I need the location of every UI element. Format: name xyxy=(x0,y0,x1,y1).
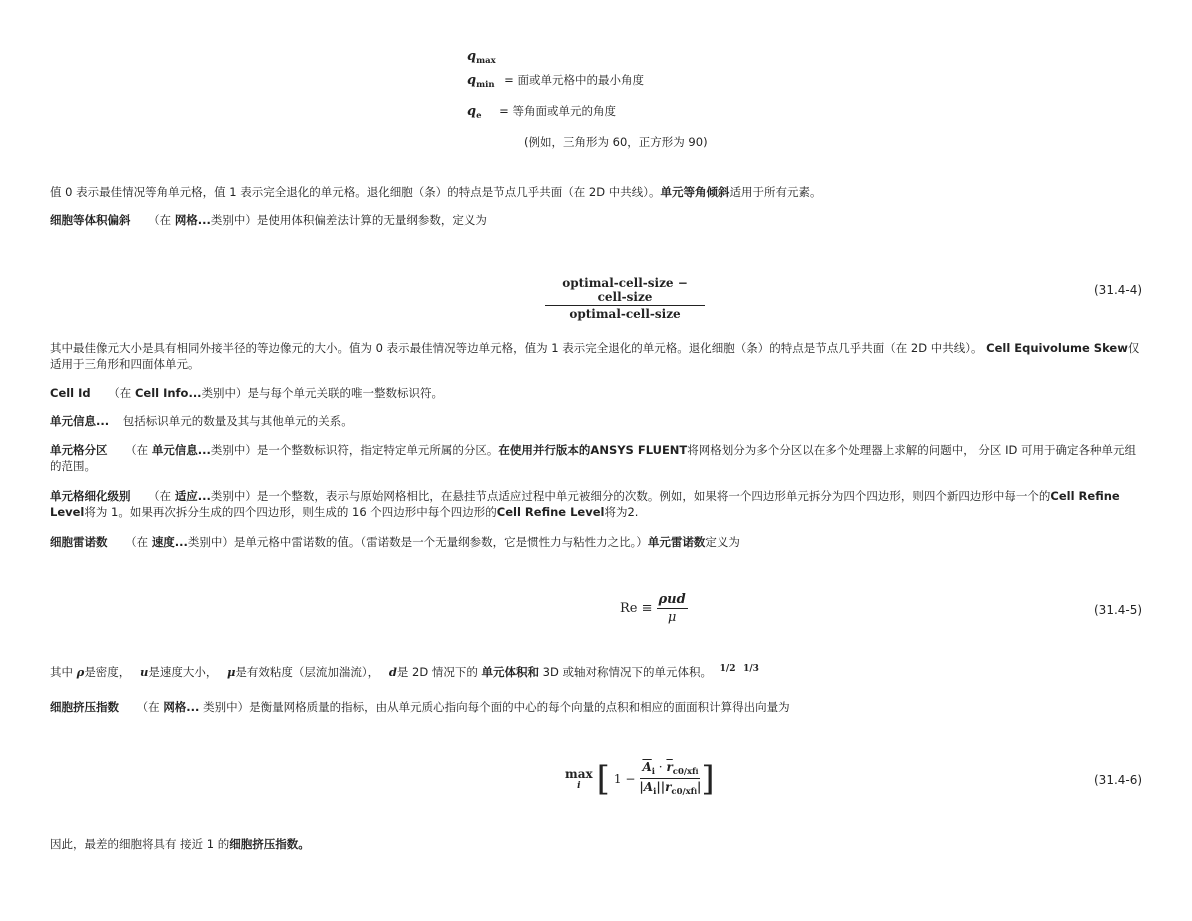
term-cell-reynolds: 细胞雷诺数 （在 速度...类别中）是单元格中雷诺数的值。（雷诺数是一个无量纲参数，它是惯性力与粘性力之比。）单元雷诺数定义为 xyxy=(50,535,740,549)
def-qe: $q_e$ = 等角面或单元的角度 xyxy=(467,104,616,121)
def-qmax: $q_{max}$ xyxy=(467,49,496,66)
qmin-description: = 面或单元格中的最小角度 xyxy=(504,73,644,87)
term-cell-equivolume-skew: 细胞等体积偏斜 （在 网格...类别中）是使用体积偏差法计算的无量纲参数，定义为 xyxy=(50,213,487,227)
qe-description: = 等角面或单元的角度 xyxy=(499,104,616,118)
equation-31-4-4: $\frac{\text{optimal-cell-size − cell-size}}{\text{optimal-cell-size}}$ xyxy=(545,272,705,321)
para-reynolds-variables: 其中 ρ是密度， u是速度大小， μ是有效粘度（层流加湍流）， d是 2D 情况下的 单元体积和 3D 或轴对称情况下的单元体积。 $^{1/2}$ $^{1/3}$ xyxy=(50,664,759,679)
term-cell-squish-index: 细胞挤压指数 （在 网格... 类别中）是衡量网格质量的指标，由从单元质心指向每个面的中心的每个向量的点积和相应的面面积计算得出向量为 xyxy=(50,700,790,714)
equation-number: (31.4-4) xyxy=(1094,283,1143,297)
equation-31-4-6: max i [ 1 − $\frac{\overline{A}_i \cdot \overline{r}_{c0/xfi}}{|A_i||r_{c0/xfi}|}$ ] xyxy=(565,758,715,799)
equation-number: (31.4-5) xyxy=(1094,603,1143,617)
term-cell-refine-level: 单元格细化级别 （在 适应...类别中）是一个整数，表示与原始网格相比，在悬挂节点适应过程中单元被细分的次数。例如，如果将一个四边形单元拆分为四个四边形，则四个新四边形中每一个的Cell Refine Level将为 1。如果再次拆分生成的四个四边形，则生成的 16 个四边形中每个四边形的Cell Refine Level将为2. xyxy=(50,489,1120,519)
term-cell-partition: 单元格分区 （在 单元信息...类别中）是一个整数标识符，指定特定单元所属的分区。在使用并行版本的ANSYS FLUENT将网格划分为多个分区以在多个处理器上求解的问题中， 分区 ID 可用于确定各种单元组的范围。 xyxy=(50,443,1136,473)
term-cell-id: Cell Id （在 Cell Info...类别中）是与每个单元关联的唯一整数标识符。 xyxy=(50,386,444,400)
para-equiangle: 值 0 表示最佳情况等角单元格，值 1 表示完全退化的单元格。退化细胞（条）的特点是节点几乎共面（在 2D 中共线）。单元等角倾斜适用于所有元素。 xyxy=(50,185,822,199)
def-example: (例如，三角形为 60，正方形为 90) xyxy=(524,135,708,149)
para-equivolume: 其中最佳像元大小是具有相同外接半径的等边像元的大小。值为 0 表示最佳情况等边单元格，值为 1 表示完全退化的单元格。退化细胞（条）的特点是节点几乎共面（在 2D 中共线）。 Cell Equivolume Skew仅适用于三角形和四面体单元。 xyxy=(50,341,1140,371)
def-qmin: $q_{min}$ = 面或单元格中的最小角度 xyxy=(467,73,644,90)
equation-number: (31.4-6) xyxy=(1094,773,1143,787)
term-cell-info: 单元信息... 包括标识单元的数量及其与其他单元的关系。 xyxy=(50,414,353,428)
para-conclusion: 因此，最差的细胞将具有 接近 1 的细胞挤压指数。 xyxy=(50,837,310,851)
equation-31-4-5: Re ≡ $\frac{\text{ρud}}{\mu}$ xyxy=(620,592,686,625)
